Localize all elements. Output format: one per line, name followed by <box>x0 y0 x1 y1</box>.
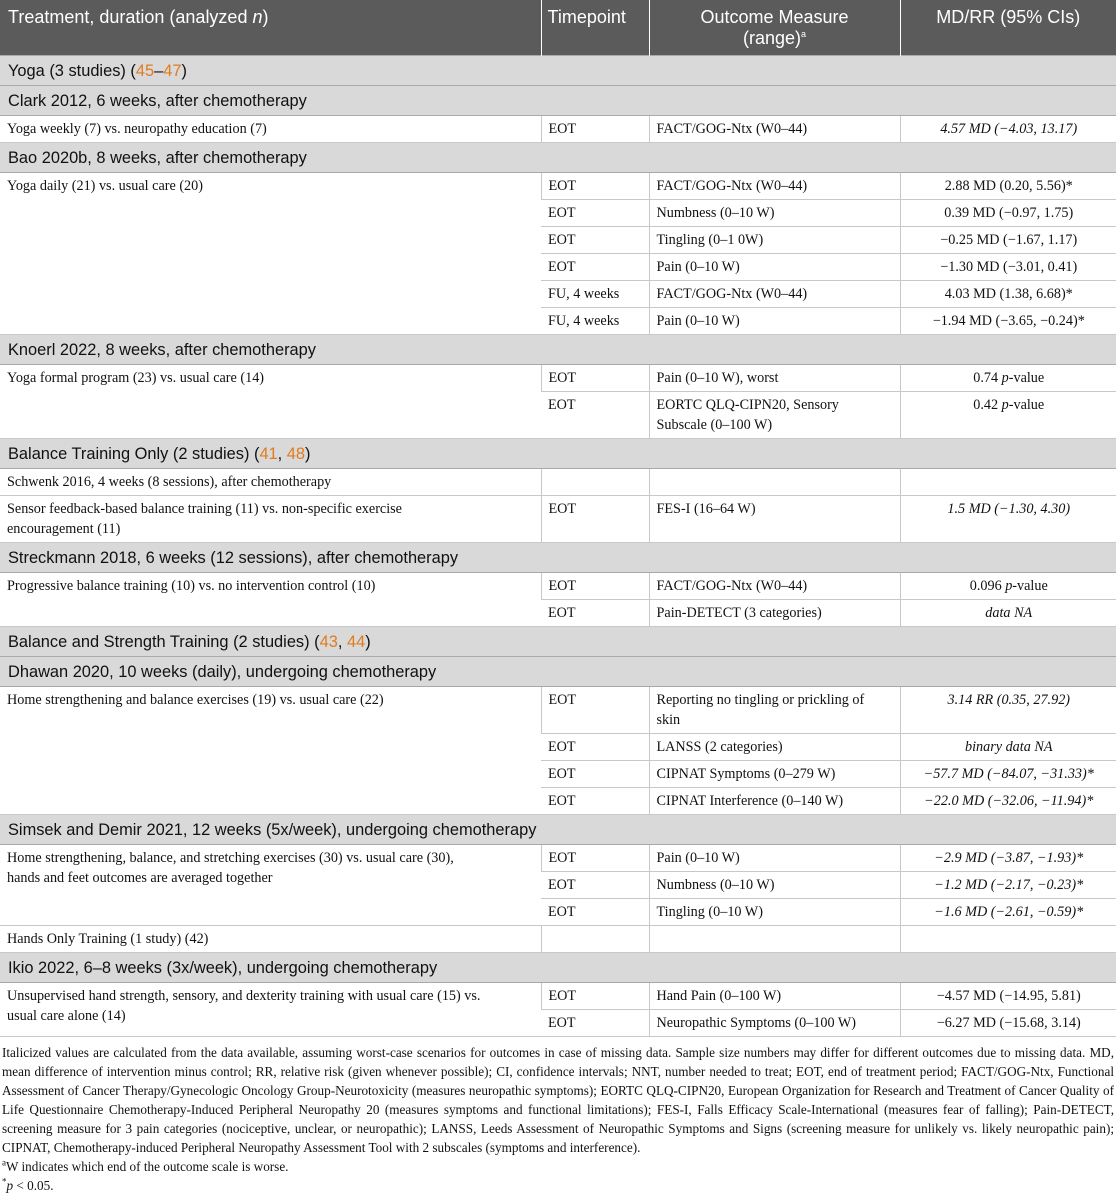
mdrr-cell: 3.14 RR (0.35, 27.92) <box>900 687 1116 734</box>
section-strength: Balance and Strength Training (2 studies) (43, 44) <box>0 627 1116 657</box>
outcome-cell: FES-I (16–64 W) <box>649 496 900 543</box>
outcome-cell: Pain (0–10 W) <box>649 254 900 281</box>
timepoint-cell: EOT <box>541 254 649 281</box>
section-hands-only: Hands Only Training (1 study) (42) <box>0 926 541 953</box>
mdrr-cell: −4.57 MD (−14.95, 5.81) <box>900 983 1116 1010</box>
reference-link[interactable]: 44 <box>346 632 366 651</box>
outcome-cell <box>649 926 900 953</box>
table-row <box>0 983 1116 1010</box>
section-row <box>0 439 1116 469</box>
study-title: Simsek and Demir 2021, 12 weeks (5x/week), undergoing chemotherapy <box>0 815 1116 845</box>
study-title: Dhawan 2020, 10 weeks (daily), undergoing chemotherapy <box>0 657 1116 687</box>
outcome-cell: EORTC QLQ-CIPN20, Sensory Subscale (0–100 W) <box>649 392 900 439</box>
mdrr-cell: binary data NA <box>900 734 1116 761</box>
timepoint-cell: EOT <box>541 227 649 254</box>
timepoint-cell: EOT <box>541 761 649 788</box>
study-title: Bao 2020b, 8 weeks, after chemotherapy <box>0 143 1116 173</box>
outcome-cell: Reporting no tingling or prickling of skin <box>649 687 900 734</box>
mdrr-cell: 4.03 MD (1.38, 6.68)* <box>900 281 1116 308</box>
table-row <box>0 469 1116 496</box>
outcome-cell: Tingling (0–1 0W) <box>649 227 900 254</box>
outcome-cell: Pain (0–10 W) <box>649 845 900 872</box>
mdrr-cell: −1.2 MD (−2.17, −0.23)* <box>900 872 1116 899</box>
mdrr-cell <box>900 469 1116 496</box>
timepoint-cell: EOT <box>541 496 649 543</box>
mdrr-cell: −1.6 MD (−2.61, −0.59)* <box>900 899 1116 926</box>
mdrr-cell: −0.25 MD (−1.67, 1.17) <box>900 227 1116 254</box>
timepoint-cell: EOT <box>541 983 649 1010</box>
timepoint-cell: EOT <box>541 872 649 899</box>
outcome-cell: Pain (0–10 W) <box>649 308 900 335</box>
treatment-cell: Yoga daily (21) vs. usual care (20) <box>0 173 541 335</box>
mdrr-cell: −57.7 MD (−84.07, −31.33)* <box>900 761 1116 788</box>
timepoint-cell: EOT <box>541 687 649 734</box>
mdrr-cell: 0.74 p-value <box>900 365 1116 392</box>
mdrr-cell: −1.94 MD (−3.65, −0.24)* <box>900 308 1116 335</box>
header-row <box>0 0 1116 56</box>
timepoint-cell: EOT <box>541 734 649 761</box>
mdrr-cell: 2.88 MD (0.20, 5.56)* <box>900 173 1116 200</box>
treatment-cell: Home strengthening, balance, and stretching exercises (30) vs. usual care (30), hands and feet outcomes are averaged together <box>0 845 541 926</box>
footnote-a: $^a$W indicates which end of the outcome scale is worse. <box>2 1157 289 1174</box>
timepoint-cell: EOT <box>541 845 649 872</box>
reference-link[interactable]: 41 <box>259 444 278 463</box>
section-balance: Balance Training Only (2 studies) (41, 48) <box>0 439 1116 469</box>
mdrr-cell: 0.39 MD (−0.97, 1.75) <box>900 200 1116 227</box>
timepoint-cell <box>541 469 649 496</box>
study-title: Ikio 2022, 6–8 weeks (3x/week), undergoing chemotherapy <box>0 953 1116 983</box>
outcome-cell: LANSS (2 categories) <box>649 734 900 761</box>
footnote-abbreviations: Italicized values are calculated from the data available, assuming worst-case scenarios for outcomes in case of missing data. Sample size numbers may differ for different outcomes due to missing data. MD, mean difference of intervention minus control; RR, relative risk (given whenever possible); CI, confidence intervals; NNT, number needed to treat; EOT, end of treatment period; FACT/GOG-Ntx, Functional Assessment of Cancer Therapy/Gynecologic Oncology Group-Neurotoxicity (measures neuropathic symptoms); EORTC QLQ-CIPN20, European Organization for Research and Treatment of Cancer Quality of Life Questionnaire Chemotherapy-Induced Peripheral Neuropathy 20 (measures symptoms and functional limitations); FES-I, Falls Efficacy Scale-International (measures fear of falling); Pain-DETECT, screening measure for 3 pain categories (nociceptive, unclear, or neuropathic); LANSS, Leeds Assessment of Neuropathic Symptoms and Signs (screening measure for unlikely vs. likely neuropathic pain); CIPNAT, Chemotherapy-induced Peripheral Neuropathy Assessment Tool with 2 subscales (symptoms and interference). <box>2 1045 1114 1155</box>
treatment-cell: Yoga weekly (7) vs. neuropathy education (7) <box>0 116 541 143</box>
section-row <box>0 56 1116 86</box>
outcome-cell: Hand Pain (0–100 W) <box>649 983 900 1010</box>
reference-link[interactable]: 47 <box>163 61 182 80</box>
mdrr-cell: 0.096 p-value <box>900 573 1116 600</box>
timepoint-cell: EOT <box>541 573 649 600</box>
header-outcome: Outcome Measure (range)$^a$ <box>649 0 900 56</box>
mdrr-cell <box>900 926 1116 953</box>
outcome-cell: FACT/GOG-Ntx (W0–44) <box>649 573 900 600</box>
treatment-cell: Sensor feedback-based balance training (11) vs. non-specific exercise encouragement (11) <box>0 496 541 543</box>
footnote-star: *p < 0.05. <box>2 1176 54 1193</box>
outcome-cell: FACT/GOG-Ntx (W0–44) <box>649 173 900 200</box>
outcome-cell: CIPNAT Interference (0–140 W) <box>649 788 900 815</box>
timepoint-cell: EOT <box>541 899 649 926</box>
reference-link[interactable]: 45 <box>135 61 155 80</box>
outcome-cell: Pain-DETECT (3 categories) <box>649 600 900 627</box>
outcome-cell: FACT/GOG-Ntx (W0–44) <box>649 116 900 143</box>
timepoint-cell: EOT <box>541 1010 649 1037</box>
mdrr-cell: 0.42 p-value <box>900 392 1116 439</box>
mdrr-cell: −22.0 MD (−32.06, −11.94)* <box>900 788 1116 815</box>
study-row <box>0 815 1116 845</box>
treatment-cell: Unsupervised hand strength, sensory, and dexterity training with usual care (15) vs. usual care alone (14) <box>0 983 541 1037</box>
timepoint-cell: EOT <box>541 788 649 815</box>
mdrr-cell: 4.57 MD (−4.03, 13.17) <box>900 116 1116 143</box>
treatment-cell: Home strengthening and balance exercises (19) vs. usual care (22) <box>0 687 541 815</box>
mdrr-cell: 1.5 MD (−1.30, 4.30) <box>900 496 1116 543</box>
study-row <box>0 657 1116 687</box>
timepoint-cell: FU, 4 weeks <box>541 308 649 335</box>
reference-link[interactable]: 43 <box>319 632 338 651</box>
outcome-cell <box>649 469 900 496</box>
table-row <box>0 845 1116 872</box>
timepoint-cell: EOT <box>541 116 649 143</box>
table-row <box>0 926 1116 953</box>
outcome-cell: Pain (0–10 W), worst <box>649 365 900 392</box>
table-row <box>0 496 1116 543</box>
mdrr-cell: −2.9 MD (−3.87, −1.93)* <box>900 845 1116 872</box>
timepoint-cell: EOT <box>541 392 649 439</box>
timepoint-cell: EOT <box>541 600 649 627</box>
outcome-cell: Neuropathic Symptoms (0–100 W) <box>649 1010 900 1037</box>
header-treatment: Treatment, duration (analyzed n) <box>0 0 541 56</box>
study-title-plain: Schwenk 2016, 4 weeks (8 sessions), after chemotherapy <box>0 469 541 496</box>
reference-link[interactable]: 48 <box>286 444 306 463</box>
study-row <box>0 953 1116 983</box>
table-row <box>0 573 1116 600</box>
table-row <box>0 173 1116 200</box>
treatment-cell: Progressive balance training (10) vs. no intervention control (10) <box>0 573 541 627</box>
study-row <box>0 86 1116 116</box>
table-row <box>0 116 1116 143</box>
study-title: Knoerl 2022, 8 weeks, after chemotherapy <box>0 335 1116 365</box>
study-title: Streckmann 2018, 6 weeks (12 sessions), after chemotherapy <box>0 543 1116 573</box>
timepoint-cell: EOT <box>541 173 649 200</box>
header-timepoint: Timepoint <box>541 0 649 56</box>
table-footnotes <box>0 1037 1116 1195</box>
outcome-cell: Numbness (0–10 W) <box>649 200 900 227</box>
timepoint-cell: EOT <box>541 365 649 392</box>
study-title: Clark 2012, 6 weeks, after chemotherapy <box>0 86 1116 116</box>
outcome-cell: FACT/GOG-Ntx (W0–44) <box>649 281 900 308</box>
study-row <box>0 143 1116 173</box>
mdrr-cell: −6.27 MD (−15.68, 3.14) <box>900 1010 1116 1037</box>
outcome-cell: Numbness (0–10 W) <box>649 872 900 899</box>
timepoint-cell: EOT <box>541 200 649 227</box>
section-yoga: Yoga (3 studies) (45–47) <box>0 56 1116 86</box>
mdrr-cell: −1.30 MD (−3.01, 0.41) <box>900 254 1116 281</box>
study-row <box>0 543 1116 573</box>
outcome-cell: CIPNAT Symptoms (0–279 W) <box>649 761 900 788</box>
timepoint-cell: FU, 4 weeks <box>541 281 649 308</box>
section-row <box>0 627 1116 657</box>
table-row <box>0 687 1116 734</box>
table-row <box>0 365 1116 392</box>
study-row <box>0 335 1116 365</box>
mdrr-cell: data NA <box>900 600 1116 627</box>
header-mdrr: MD/RR (95% CIs) <box>900 0 1116 56</box>
outcome-cell: Tingling (0–10 W) <box>649 899 900 926</box>
treatment-cell: Yoga formal program (23) vs. usual care (14) <box>0 365 541 439</box>
timepoint-cell <box>541 926 649 953</box>
